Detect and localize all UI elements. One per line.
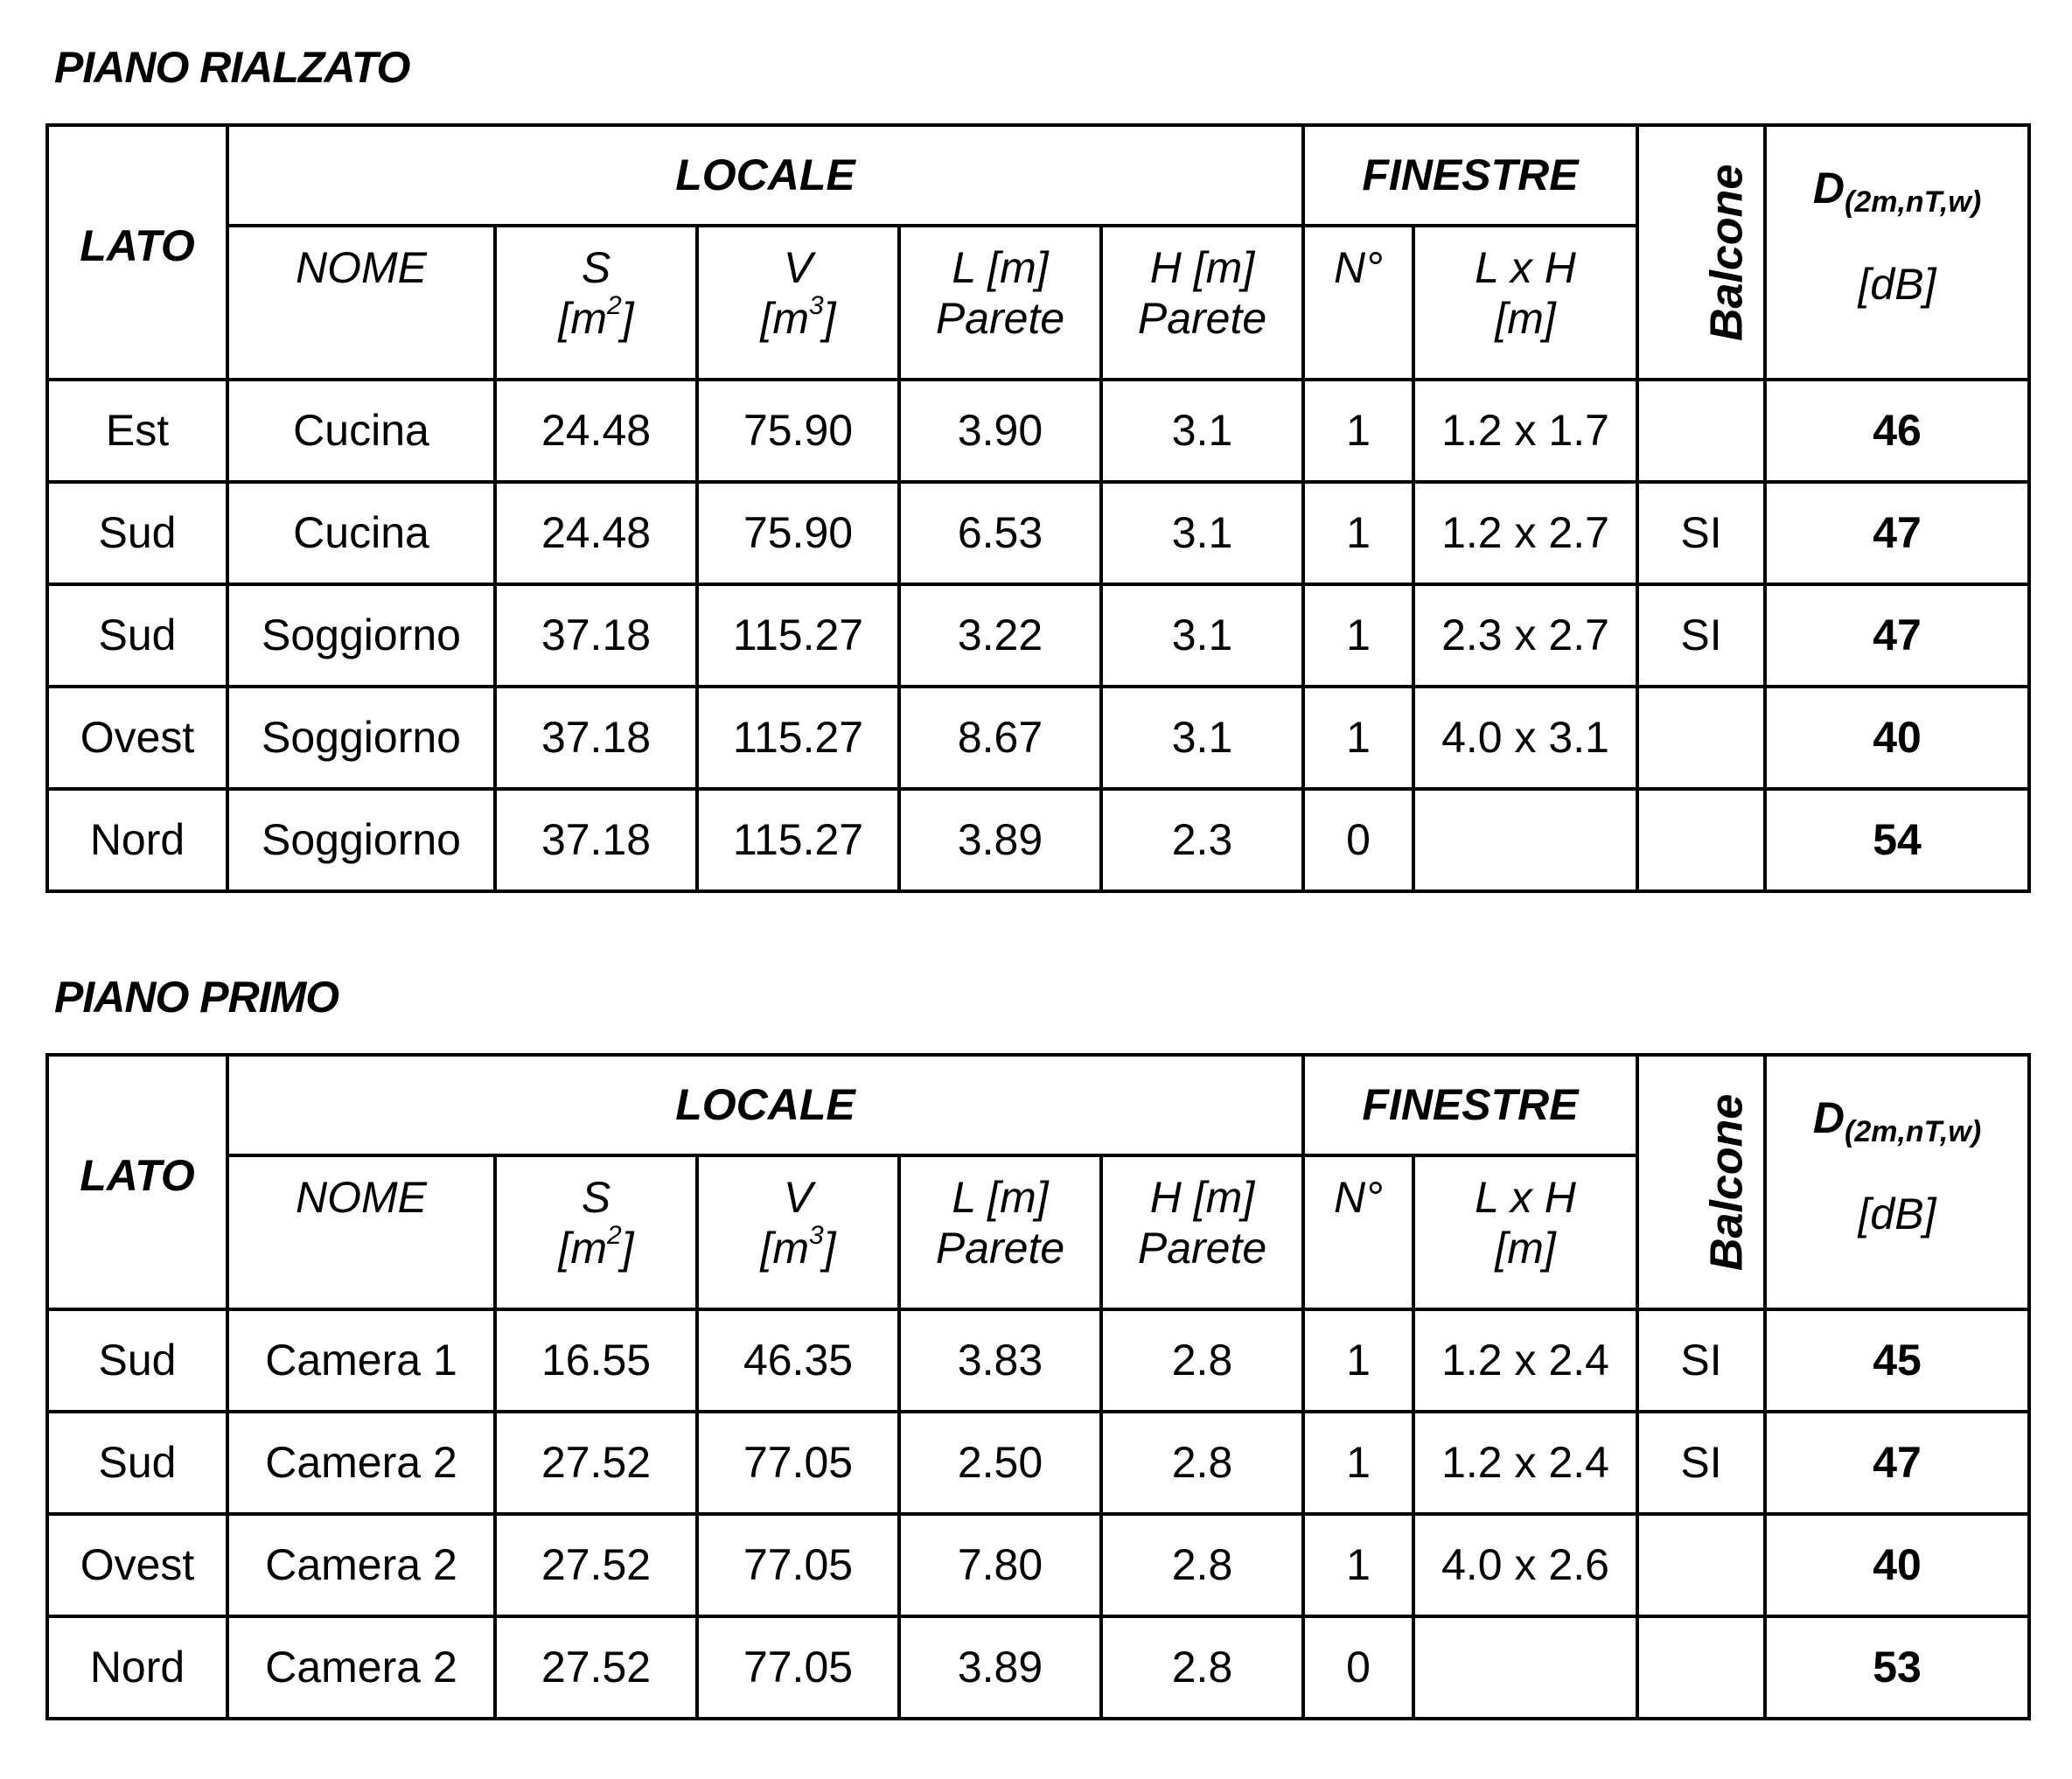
cell-balcone: SI <box>1637 1309 1765 1412</box>
cell-lato: Ovest <box>47 687 227 789</box>
header-balcone-label: Balcone <box>1701 1093 1753 1271</box>
header-d2mntw <box>1765 125 2029 380</box>
cell-v: 115.27 <box>697 584 899 687</box>
cell-d: 45 <box>1765 1309 2029 1412</box>
table-row <box>47 482 2029 584</box>
cell-h: 3.1 <box>1101 584 1303 687</box>
table-piano-primo <box>45 1053 2031 1720</box>
header-d-subscript: (2m,nT,w) <box>1845 185 1982 219</box>
cell-d: 47 <box>1765 1412 2029 1514</box>
cell-v: 77.05 <box>697 1412 899 1514</box>
cell-balcone: SI <box>1637 482 1765 584</box>
cell-l: 8.67 <box>899 687 1101 789</box>
cell-n: 1 <box>1303 584 1413 687</box>
cell-s: 37.18 <box>495 584 697 687</box>
header-n-label: N° <box>1333 1173 1384 1222</box>
cell-d: 54 <box>1765 789 2029 891</box>
cell-s: 37.18 <box>495 687 697 789</box>
cell-v: 77.05 <box>697 1616 899 1719</box>
cell-n: 1 <box>1303 482 1413 584</box>
header-lxh <box>1413 1155 1637 1309</box>
cell-l: 3.22 <box>899 584 1101 687</box>
header-lato <box>47 125 227 380</box>
header-v-unit: [m <box>760 1223 809 1273</box>
header-v-label: V <box>783 243 813 292</box>
header-lxh-label: L x H <box>1475 1173 1576 1222</box>
header-s-label: S <box>581 243 611 292</box>
header-s-close: ] <box>621 1223 634 1273</box>
cell-nome: Camera 2 <box>227 1514 495 1616</box>
cell-h: 2.8 <box>1101 1309 1303 1412</box>
cell-nome: Camera 1 <box>227 1309 495 1412</box>
header-v-label: V <box>783 1173 813 1222</box>
cell-balcone <box>1637 789 1765 891</box>
header-d-subscript: (2m,nT,w) <box>1845 1115 1982 1148</box>
cell-h: 2.8 <box>1101 1616 1303 1719</box>
cell-d: 53 <box>1765 1616 2029 1719</box>
cell-l: 3.89 <box>899 1616 1101 1719</box>
cell-lato: Sud <box>47 482 227 584</box>
header-h <box>1101 1155 1303 1309</box>
cell-nome: Camera 2 <box>227 1412 495 1514</box>
header-h-sub: Parete <box>1137 1223 1267 1273</box>
header-s-exp: 2 <box>606 290 622 320</box>
cell-lxh: 1.2 x 2.7 <box>1413 482 1637 584</box>
header-locale <box>227 1055 1303 1155</box>
cell-s: 27.52 <box>495 1616 697 1719</box>
header-balcone-label: Balcone <box>1701 164 1753 341</box>
cell-l: 7.80 <box>899 1514 1101 1616</box>
header-h-sub: Parete <box>1137 293 1267 343</box>
header-v-exp: 3 <box>808 290 824 320</box>
header-l-label: L [m] <box>952 243 1049 292</box>
cell-v: 46.35 <box>697 1309 899 1412</box>
cell-n: 1 <box>1303 687 1413 789</box>
cell-l: 2.50 <box>899 1412 1101 1514</box>
header-l <box>899 226 1101 380</box>
cell-n: 0 <box>1303 1616 1413 1719</box>
cell-lato: Nord <box>47 789 227 891</box>
table-row <box>47 380 2029 482</box>
header-v-close: ] <box>823 293 836 343</box>
cell-balcone <box>1637 380 1765 482</box>
header-nome <box>227 226 495 380</box>
header-l-sub: Parete <box>935 1223 1065 1273</box>
header-v <box>697 1155 899 1309</box>
header-finestre <box>1303 1055 1637 1155</box>
header-lxh-unit: [m] <box>1495 293 1556 343</box>
cell-l: 3.90 <box>899 380 1101 482</box>
cell-balcone <box>1637 1514 1765 1616</box>
cell-s: 27.52 <box>495 1514 697 1616</box>
header-s-label: S <box>581 1173 611 1222</box>
cell-nome: Soggiorno <box>227 584 495 687</box>
cell-lxh: 4.0 x 2.6 <box>1413 1514 1637 1616</box>
cell-n: 1 <box>1303 1309 1413 1412</box>
cell-l: 6.53 <box>899 482 1101 584</box>
table-row <box>47 584 2029 687</box>
cell-lato: Sud <box>47 584 227 687</box>
cell-nome: Cucina <box>227 380 495 482</box>
header-finestre-label: FINESTRE <box>1362 150 1579 199</box>
header-s <box>495 226 697 380</box>
cell-lxh <box>1413 1616 1637 1719</box>
header-lxh-unit: [m] <box>1495 1223 1556 1273</box>
cell-s: 27.52 <box>495 1412 697 1514</box>
cell-v: 75.90 <box>697 380 899 482</box>
header-d-main: D <box>1812 1093 1845 1142</box>
header-d-unit: [dB] <box>1858 1189 1936 1239</box>
header-v-close: ] <box>823 1223 836 1273</box>
header-s-close: ] <box>621 293 634 343</box>
cell-d: 47 <box>1765 584 2029 687</box>
header-n <box>1303 226 1413 380</box>
cell-h: 2.8 <box>1101 1514 1303 1616</box>
header-locale-label: LOCALE <box>675 1079 855 1129</box>
cell-lato: Est <box>47 380 227 482</box>
header-row-groups <box>47 125 2029 226</box>
cell-lxh: 1.2 x 2.4 <box>1413 1309 1637 1412</box>
header-finestre-label: FINESTRE <box>1362 1079 1579 1129</box>
cell-lato: Sud <box>47 1412 227 1514</box>
cell-d: 47 <box>1765 482 2029 584</box>
header-locale-label: LOCALE <box>675 150 855 199</box>
header-h-label: H [m] <box>1149 1173 1255 1222</box>
header-s-unit: [m <box>558 293 607 343</box>
cell-v: 115.27 <box>697 687 899 789</box>
header-h-label: H [m] <box>1149 243 1255 292</box>
cell-s: 24.48 <box>495 482 697 584</box>
header-d-main: D <box>1812 164 1845 213</box>
header-d-unit: [dB] <box>1858 260 1936 310</box>
cell-v: 75.90 <box>697 482 899 584</box>
cell-n: 1 <box>1303 380 1413 482</box>
cell-h: 2.8 <box>1101 1412 1303 1514</box>
cell-balcone: SI <box>1637 584 1765 687</box>
table-row <box>47 687 2029 789</box>
header-balcone <box>1637 1055 1765 1309</box>
cell-lxh <box>1413 789 1637 891</box>
header-l-label: L [m] <box>952 1173 1049 1222</box>
header-l-sub: Parete <box>935 293 1065 343</box>
table-piano-rialzato <box>45 123 2031 893</box>
cell-d: 46 <box>1765 380 2029 482</box>
cell-nome: Camera 2 <box>227 1616 495 1719</box>
header-d2mntw <box>1765 1055 2029 1309</box>
header-lxh <box>1413 226 1637 380</box>
header-l <box>899 1155 1101 1309</box>
cell-nome: Soggiorno <box>227 687 495 789</box>
table-row <box>47 789 2029 891</box>
header-row-groups <box>47 1055 2029 1155</box>
header-locale <box>227 125 1303 226</box>
header-v <box>697 226 899 380</box>
cell-l: 3.89 <box>899 789 1101 891</box>
header-n-label: N° <box>1333 243 1384 292</box>
header-lato-label: LATO <box>80 1150 195 1200</box>
header-nome-label: NOME <box>296 1173 427 1222</box>
table-row <box>47 1309 2029 1412</box>
cell-h: 3.1 <box>1101 380 1303 482</box>
header-n <box>1303 1155 1413 1309</box>
header-lato <box>47 1055 227 1309</box>
cell-balcone <box>1637 1616 1765 1719</box>
cell-lxh: 1.2 x 2.4 <box>1413 1412 1637 1514</box>
cell-lato: Nord <box>47 1616 227 1719</box>
cell-lxh: 1.2 x 1.7 <box>1413 380 1637 482</box>
table-row <box>47 1412 2029 1514</box>
cell-lxh: 4.0 x 3.1 <box>1413 687 1637 789</box>
header-h <box>1101 226 1303 380</box>
cell-h: 3.1 <box>1101 687 1303 789</box>
header-v-exp: 3 <box>808 1220 824 1250</box>
header-nome-label: NOME <box>296 243 427 292</box>
cell-n: 1 <box>1303 1412 1413 1514</box>
cell-nome: Cucina <box>227 482 495 584</box>
cell-lato: Sud <box>47 1309 227 1412</box>
header-nome <box>227 1155 495 1309</box>
cell-lato: Ovest <box>47 1514 227 1616</box>
section-title-piano-rialzato: PIANO RIALZATO <box>54 43 410 92</box>
cell-h: 2.3 <box>1101 789 1303 891</box>
cell-d: 40 <box>1765 1514 2029 1616</box>
cell-s: 37.18 <box>495 789 697 891</box>
cell-s: 16.55 <box>495 1309 697 1412</box>
header-s-unit: [m <box>558 1223 607 1273</box>
cell-l: 3.83 <box>899 1309 1101 1412</box>
table-row <box>47 1514 2029 1616</box>
cell-balcone <box>1637 687 1765 789</box>
cell-d: 40 <box>1765 687 2029 789</box>
cell-v: 115.27 <box>697 789 899 891</box>
header-v-unit: [m <box>760 293 809 343</box>
section-title-piano-primo: PIANO PRIMO <box>54 973 339 1022</box>
cell-v: 77.05 <box>697 1514 899 1616</box>
cell-nome: Soggiorno <box>227 789 495 891</box>
cell-balcone: SI <box>1637 1412 1765 1514</box>
header-lato-label: LATO <box>80 220 195 270</box>
cell-s: 24.48 <box>495 380 697 482</box>
header-s <box>495 1155 697 1309</box>
cell-lxh: 2.3 x 2.7 <box>1413 584 1637 687</box>
header-balcone <box>1637 125 1765 380</box>
cell-h: 3.1 <box>1101 482 1303 584</box>
cell-n: 1 <box>1303 1514 1413 1616</box>
header-lxh-label: L x H <box>1475 243 1576 292</box>
header-s-exp: 2 <box>606 1220 622 1250</box>
header-finestre <box>1303 125 1637 226</box>
table-row <box>47 1616 2029 1719</box>
cell-n: 0 <box>1303 789 1413 891</box>
